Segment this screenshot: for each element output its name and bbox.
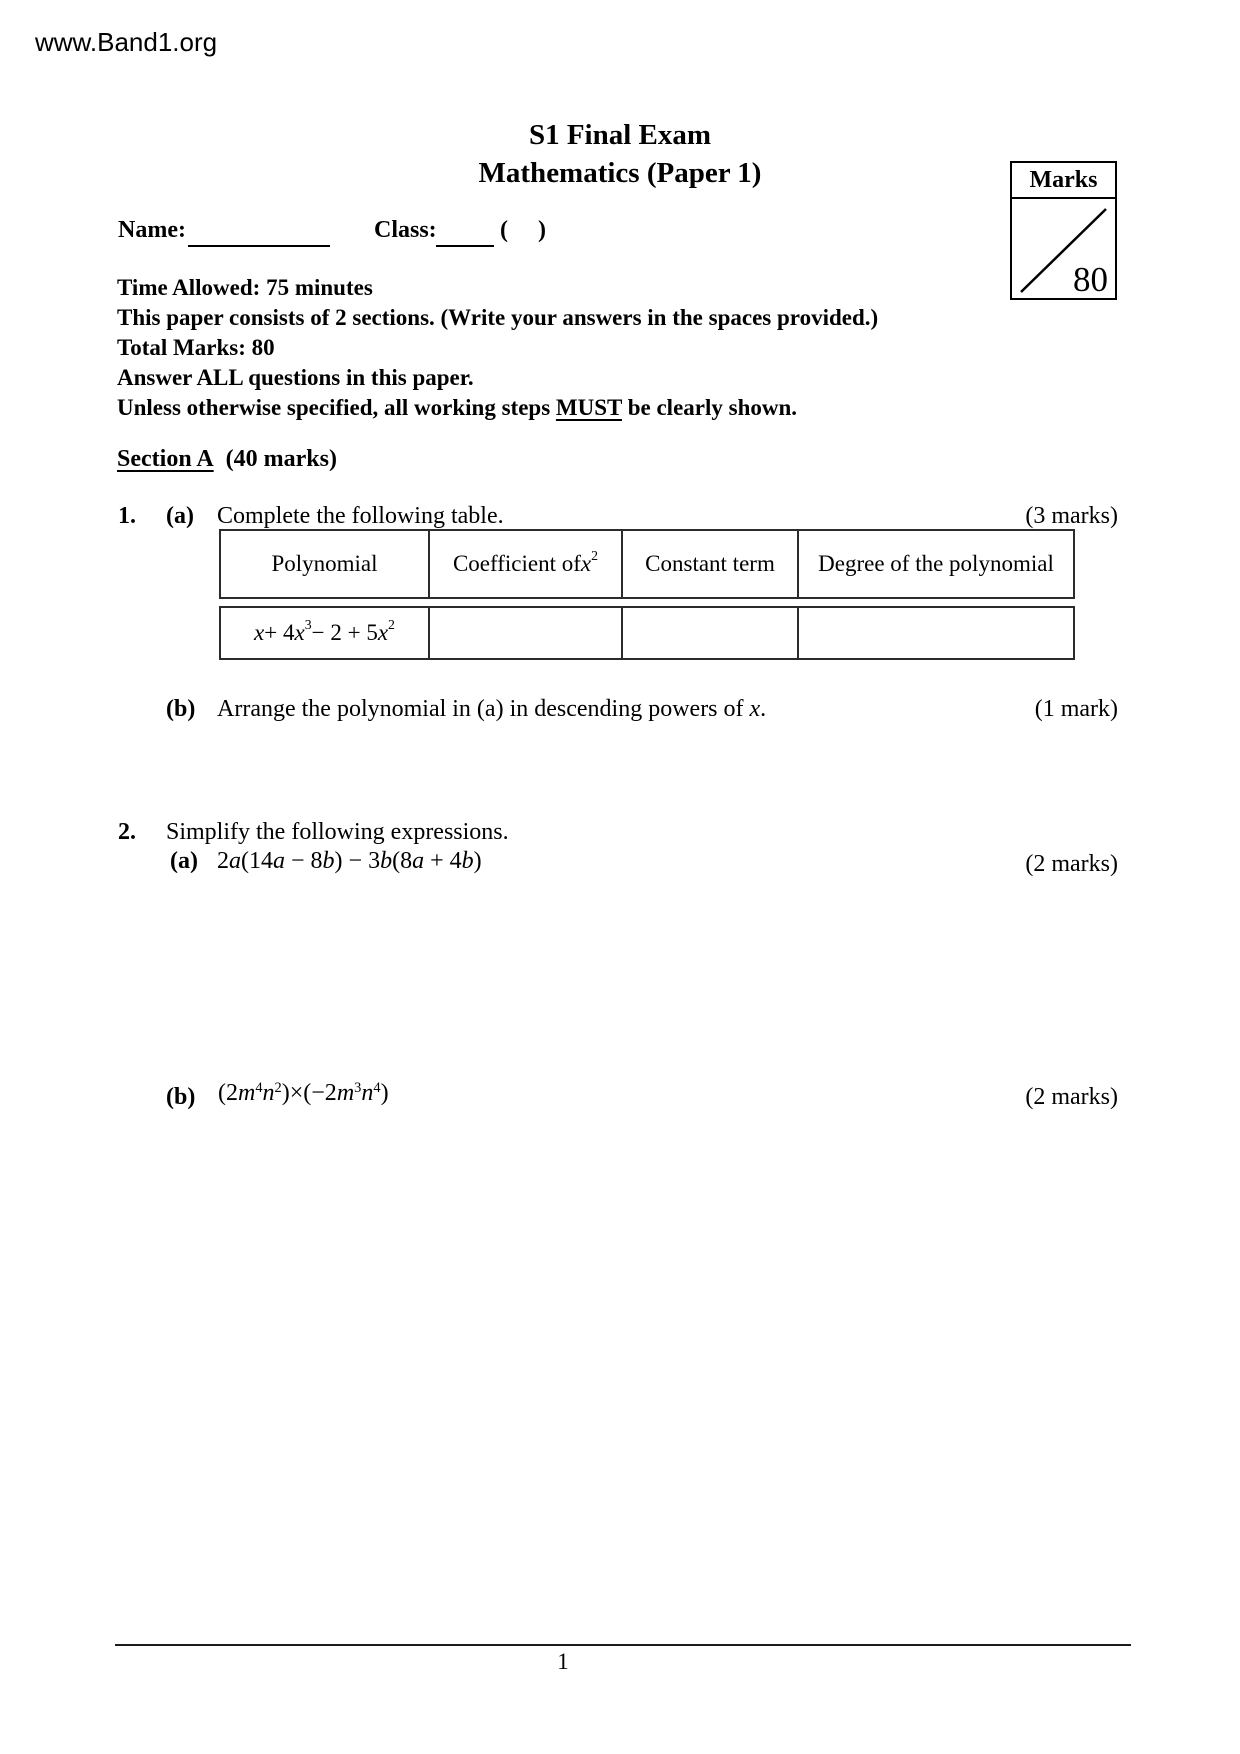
instruction-answer-all: Answer ALL questions in this paper. bbox=[117, 365, 474, 390]
q2b-label: (b) bbox=[166, 1084, 196, 1110]
q2-text: Simplify the following expressions. bbox=[166, 819, 509, 845]
q2-number: 2. bbox=[118, 819, 136, 845]
q1b-text-prefix: Arrange the polynomial in (a) in descending powers of bbox=[217, 696, 750, 722]
q2a-label: (a) bbox=[170, 848, 198, 874]
q1-table-header-coefficient: Coefficient of x $^2$ bbox=[428, 531, 621, 597]
q1a-label: (a) bbox=[166, 503, 194, 529]
instruction-sections: This paper consists of 2 sections. (Write your answers in the spaces provided.) bbox=[117, 305, 879, 330]
q1b-text bbox=[217, 696, 766, 723]
q1-table-cell-polynomial: x + 4 x $^3$ − 2 + 5 x $^2$ bbox=[254, 617, 395, 645]
q1a-marks: (3 marks) bbox=[1025, 503, 1118, 529]
class-number-parens[interactable]: ( ) bbox=[500, 217, 546, 243]
q1b-marks: (1 mark) bbox=[1034, 696, 1118, 722]
class-blank-field[interactable] bbox=[436, 219, 494, 247]
q2a-expression: 2a(14a − 8b) − 3b(8a + 4b) bbox=[217, 848, 482, 874]
page-number: 1 bbox=[557, 1649, 569, 1674]
marks-total: 80 bbox=[1073, 260, 1108, 299]
q1b-label: (b) bbox=[166, 696, 196, 722]
section-a-marks-value: (40 marks) bbox=[225, 446, 337, 472]
class-label: Class: bbox=[374, 217, 437, 243]
instruction-working-steps bbox=[117, 393, 878, 423]
section-a-title: Section A bbox=[117, 446, 214, 472]
name-blank-field[interactable] bbox=[188, 219, 330, 247]
q1b-text-suffix: . bbox=[760, 696, 767, 722]
marks-box-header: Marks bbox=[1012, 163, 1115, 199]
brand-watermark: www.Band1.org bbox=[35, 27, 218, 57]
instructions-block bbox=[117, 273, 878, 423]
q1-table-header-polynomial: Polynomial bbox=[271, 551, 378, 576]
q2b-expression: $(2m^4n^2)\times(-2m^3n^4)$ bbox=[218, 1080, 389, 1106]
section-a-heading bbox=[117, 446, 337, 473]
q1-table-cell-coefficient-answer[interactable] bbox=[428, 608, 621, 658]
paper-title-line1: S1 Final Exam bbox=[528, 119, 712, 151]
q2a-marks: (2 marks) bbox=[1025, 851, 1118, 877]
q2b-marks: (2 marks) bbox=[1025, 1084, 1118, 1110]
marks-box bbox=[1010, 161, 1117, 300]
instruction-working-prefix: Unless otherwise specified, all working steps bbox=[117, 395, 556, 420]
paper-title-line2: Mathematics (Paper 1) bbox=[478, 157, 762, 189]
instruction-total-marks: Total Marks: 80 bbox=[117, 335, 275, 360]
q1-table-header-constant-term: Constant term bbox=[621, 531, 797, 597]
instruction-working-suffix: be clearly shown. bbox=[621, 395, 798, 420]
name-label: Name: bbox=[118, 217, 186, 243]
q1-table-cell-constant-answer[interactable] bbox=[621, 608, 797, 658]
q1-number: 1. bbox=[118, 503, 136, 529]
section-a-marks bbox=[214, 446, 226, 472]
q1-table-header-degree: Degree of the polynomial bbox=[797, 531, 1073, 597]
instruction-time-allowed: Time Allowed: 75 minutes bbox=[117, 275, 373, 300]
q1-table-data-row bbox=[219, 606, 1075, 660]
footer-divider bbox=[115, 1644, 1131, 1646]
q1a-text: Complete the following table. bbox=[217, 503, 504, 529]
q1-table-header-row bbox=[219, 529, 1075, 599]
instruction-must-emphasis: MUST bbox=[555, 395, 622, 420]
q1-table-cell-degree-answer[interactable] bbox=[797, 608, 1073, 658]
q1b-variable: x bbox=[749, 696, 761, 722]
marks-box-score-cell[interactable] bbox=[1012, 199, 1115, 298]
